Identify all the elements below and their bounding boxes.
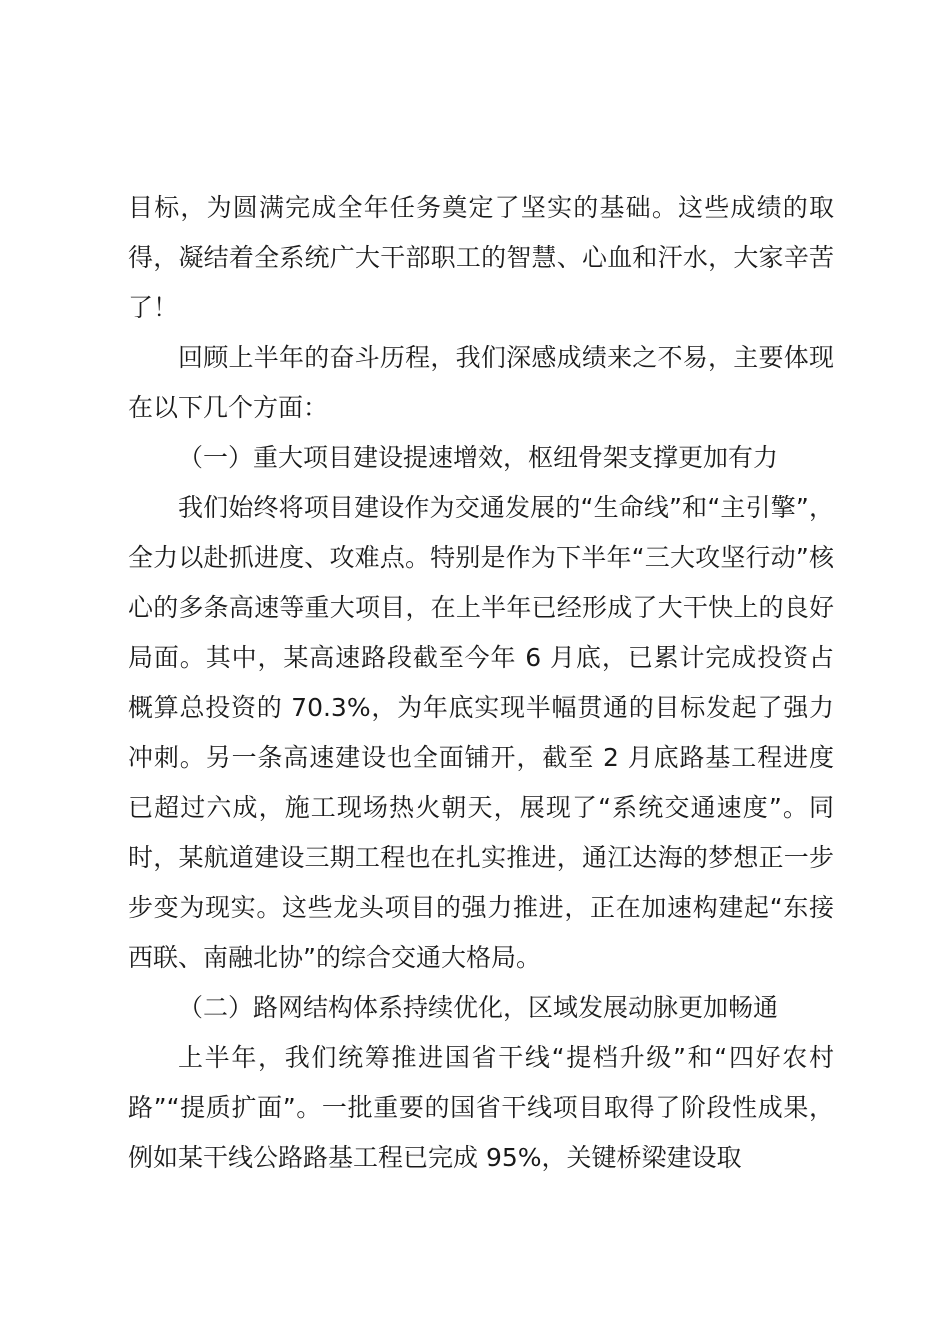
paragraph-section-1: 我们始终将项目建设作为交通发展的“生命线”和“主引擎”，全力以赴抓进度、攻难点。特别是作为下半年“三大攻坚行动”核心的多条高速等重大项目，在上半年已经形成了大干快上的良好局面。其中，某高速路段截至今年 6 月底，已累计完成投资占概算总投资的 70.3%，为年底实现半幅贯通的目标发起了强力冲刺。另一条高速建设也全面铺开，截至 2 月底路基工程进度已超过六成，施工现场热火朝天，展现了“系统交通速度”。同时，某航道建设三期工程也在扎实推进，通江达海的梦想正一步步变为现实。这些龙头项目的强力推进，正在加速构建起“东接西联、南融北协”的综合交通大格局。	[128, 493, 834, 972]
paragraph-continued: 目标，为圆满完成全年任务奠定了坚实的基础。这些成绩的取得，凝结着全系统广大干部职工的智慧、心血和汗水，大家辛苦了！	[128, 193, 834, 322]
section-heading-1: （一）重大项目建设提速增效，枢纽骨架支撑更加有力	[178, 443, 779, 472]
document-body	[128, 183, 834, 1183]
paragraph-intro: 回顾上半年的奋斗历程，我们深感成绩来之不易，主要体现在以下几个方面：	[128, 343, 834, 422]
paragraph-section-2: 上半年，我们统筹推进国省干线“提档升级”和“四好农村路”“提质扩面”。一批重要的国省干线项目取得了阶段性成果，例如某干线公路路基工程已完成 95%，关键桥梁建设取	[128, 1043, 834, 1172]
section-heading-2: （二）路网结构体系持续优化，区域发展动脉更加畅通	[178, 993, 779, 1022]
